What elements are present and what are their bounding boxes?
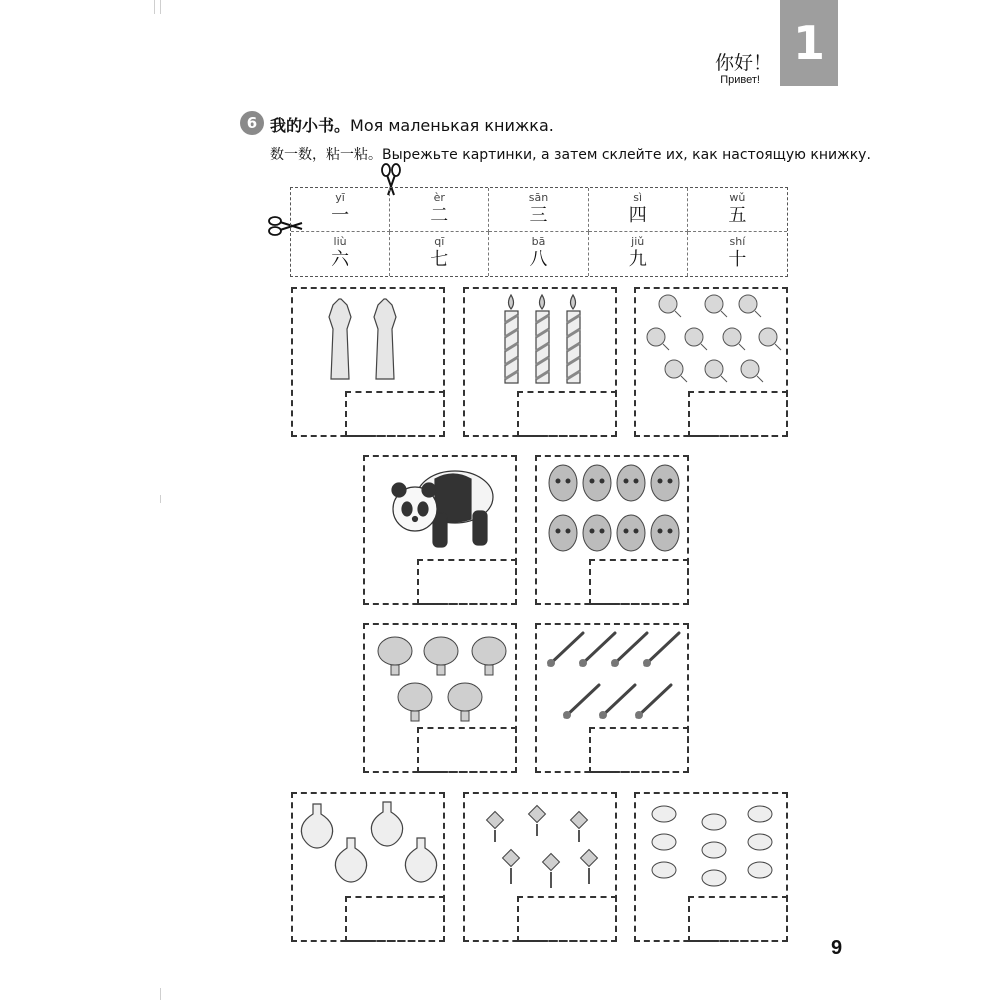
pinyin: sān xyxy=(528,191,549,204)
answer-box[interactable] xyxy=(345,391,445,437)
card-teapots[interactable] xyxy=(634,792,788,942)
lesson-subtitle: Привет! xyxy=(720,74,760,86)
answer-box[interactable] xyxy=(345,896,445,942)
exercise-instruction: 数一数，粘一粘。Вырежьте картинки, а затем склейте их, как настоящую книжку. xyxy=(270,147,871,163)
teapot-illustration xyxy=(636,794,786,894)
card-lanterns[interactable] xyxy=(363,623,517,773)
crop-mark xyxy=(160,0,161,14)
candles-illustration xyxy=(465,289,615,389)
lesson-number-tab: 1 xyxy=(780,0,838,86)
exercise-number-badge: 6 xyxy=(240,111,264,135)
hanzi: 三 xyxy=(529,205,548,226)
lantern-illustration xyxy=(365,625,515,725)
hanzi: 八 xyxy=(529,249,548,270)
pinyin: wǔ xyxy=(729,191,746,204)
card-brushes[interactable] xyxy=(535,623,689,773)
answer-box[interactable] xyxy=(517,391,617,437)
pinyin: liù xyxy=(333,235,347,248)
number-cell-8[interactable] xyxy=(489,232,588,276)
answer-box[interactable] xyxy=(589,727,689,773)
crop-mark xyxy=(160,495,161,503)
number-cell-2[interactable] xyxy=(390,188,489,232)
number-cell-3[interactable] xyxy=(489,188,588,232)
hanzi: 一 xyxy=(331,205,350,226)
card-candles[interactable] xyxy=(463,287,617,437)
number-cell-1[interactable] xyxy=(291,188,390,232)
number-cell-9[interactable] xyxy=(589,232,688,276)
number-cell-10[interactable] xyxy=(688,232,787,276)
pinyin: shí xyxy=(729,235,746,248)
pinyin: bā xyxy=(531,235,546,248)
hanzi: 六 xyxy=(331,249,350,270)
number-cell-4[interactable] xyxy=(589,188,688,232)
card-chinese-knots[interactable] xyxy=(463,792,617,942)
answer-box[interactable] xyxy=(589,559,689,605)
answer-box[interactable] xyxy=(417,559,517,605)
hanzi: 九 xyxy=(628,249,647,270)
card-candied-haws[interactable] xyxy=(634,287,788,437)
hanzi: 五 xyxy=(728,205,747,226)
hanzi: 十 xyxy=(728,249,747,270)
panda-illustration xyxy=(365,457,515,557)
lesson-title: 你好！ xyxy=(714,52,772,74)
card-panda[interactable] xyxy=(363,455,517,605)
number-cell-7[interactable] xyxy=(390,232,489,276)
answer-box[interactable] xyxy=(688,896,788,942)
candied-haw-illustration xyxy=(636,289,786,389)
answer-box[interactable] xyxy=(517,896,617,942)
opera-mask-illustration xyxy=(537,457,687,557)
brush-illustration xyxy=(537,625,687,725)
hanzi: 二 xyxy=(430,205,449,226)
chinese-knot-illustration xyxy=(465,794,615,894)
hanzi: 七 xyxy=(430,249,449,270)
pinyin: èr xyxy=(433,191,445,204)
crop-mark xyxy=(160,988,161,1000)
vase-illustration xyxy=(293,794,443,894)
pinyin: qī xyxy=(434,235,445,248)
crop-mark xyxy=(154,0,155,14)
page-number: 9 xyxy=(831,937,843,959)
pinyin: jiǔ xyxy=(631,235,645,248)
hanzi: 四 xyxy=(628,205,647,226)
number-cell-6[interactable] xyxy=(291,232,390,276)
card-opera-masks[interactable] xyxy=(535,455,689,605)
card-qipao-dresses[interactable] xyxy=(291,287,445,437)
answer-box[interactable] xyxy=(688,391,788,437)
exercise-title xyxy=(270,113,554,136)
pinyin: sì xyxy=(633,191,643,204)
numbers-table xyxy=(290,187,788,277)
qipao-dress-illustration xyxy=(293,289,443,389)
card-vases[interactable] xyxy=(291,792,445,942)
number-cell-5[interactable] xyxy=(688,188,787,232)
exercise-title-ru: Моя маленькая книжка. xyxy=(350,116,554,135)
pinyin: yī xyxy=(335,191,345,204)
answer-box[interactable] xyxy=(417,727,517,773)
exercise-title-zh: 我的小书。 xyxy=(270,116,351,135)
